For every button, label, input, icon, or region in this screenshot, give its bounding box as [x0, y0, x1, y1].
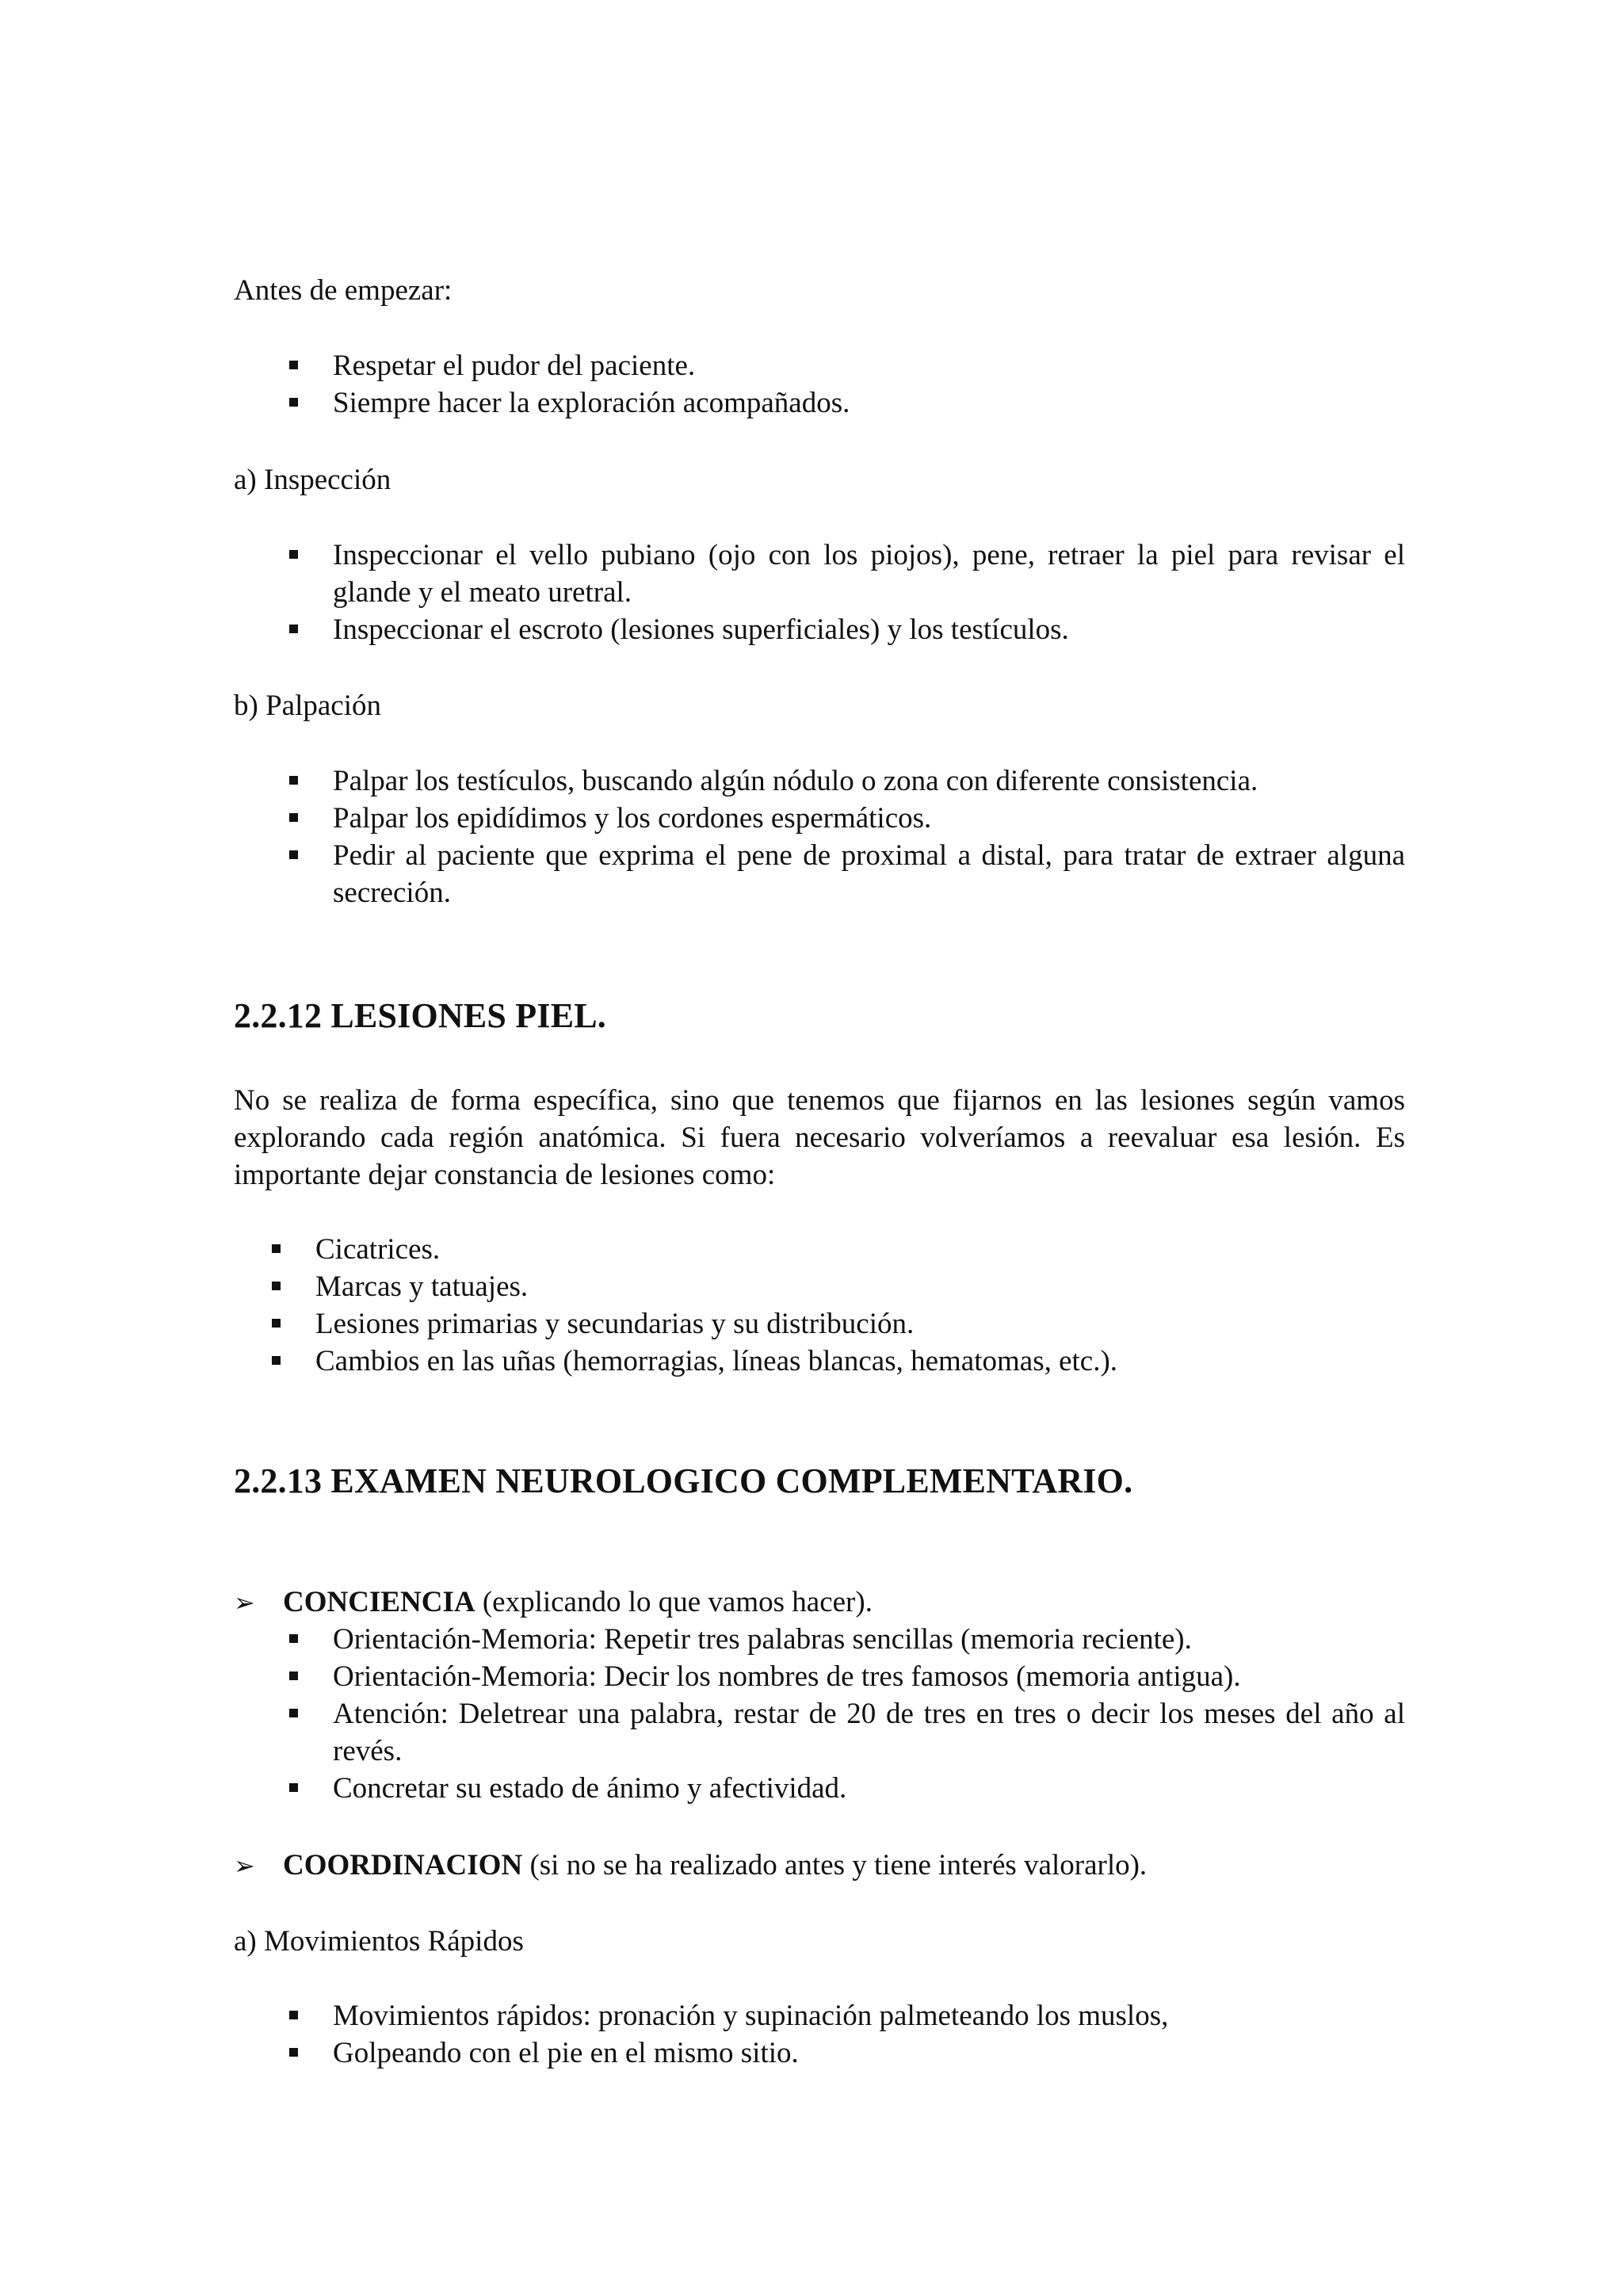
inspection-heading: a) Inspección — [234, 464, 391, 496]
conciencia-note: (explicando lo que vamos hacer). — [475, 1586, 873, 1618]
list-item: Orientación-Memoria: Decir los nombres de tres famosos (memoria antigua). — [333, 1658, 1405, 1695]
rapid-movements-list — [333, 1997, 1405, 2072]
list-item: Golpeando con el pie en el mismo sitio. — [333, 2034, 1405, 2072]
rapid-movements-heading: a) Movimientos Rápidos — [234, 1925, 524, 1958]
skin-section-title: 2.2.12 LESIONES PIEL. — [234, 996, 607, 1035]
coordinacion-note: (si no se ha realizado antes y tiene interés valorarlo). — [522, 1849, 1148, 1881]
list-item: Lesiones primarias y secundarias y su distribución. — [315, 1305, 1405, 1343]
list-item: Marcas y tatuajes. — [315, 1268, 1405, 1305]
conciencia-list — [333, 1621, 1405, 1807]
list-item: Concretar su estado de ánimo y afectividad. — [333, 1770, 1405, 1807]
list-item: Cambios en las uñas (hemorragias, líneas blancas, hematomas, etc.). — [315, 1343, 1405, 1380]
list-item: Palpar los testículos, buscando algún nódulo o zona con diferente consistencia. — [333, 762, 1405, 800]
neuro-section-title: 2.2.13 EXAMEN NEUROLOGICO COMPLEMENTARIO. — [234, 1461, 1133, 1500]
list-item: Inspeccionar el escroto (lesiones superficiales) y los testículos. — [333, 611, 1405, 648]
conciencia-item — [234, 1584, 873, 1622]
list-item: Orientación-Memoria: Repetir tres palabras sencillas (memoria reciente). — [333, 1621, 1405, 1658]
skin-lesions-list — [315, 1231, 1405, 1380]
conciencia-label: CONCIENCIA — [283, 1586, 475, 1618]
palpation-heading: b) Palpación — [234, 690, 381, 722]
coordinacion-label: COORDINACION — [283, 1849, 523, 1881]
intro-heading: Antes de empezar: — [234, 274, 453, 307]
palpation-list — [333, 762, 1405, 911]
list-item: Palpar los epidídimos y los cordones espermáticos. — [333, 800, 1405, 837]
list-item: Movimientos rápidos: pronación y supinación palmeteando los muslos, — [333, 1997, 1405, 2034]
list-item: Atención: Deletrear una palabra, restar de 20 de tres en tres o decir los meses del año al revés. — [333, 1695, 1405, 1770]
list-item: Respetar el pudor del paciente. — [333, 347, 1405, 384]
intro-list — [333, 347, 1405, 422]
list-item: Inspeccionar el vello pubiano (ojo con los piojos), pene, retraer la piel para revisar el glande y el meato uretral. — [333, 537, 1405, 611]
arrowhead-bullet-icon: ➢ — [234, 1587, 255, 1618]
skin-section-paragraph: No se realiza de forma específica, sino que tenemos que fijarnos en las lesiones según vamos explorando cada región anatómica. Si fuera necesario volveríamos a reevaluar esa lesión. Es importante dejar constancia de lesiones como: — [234, 1084, 1405, 1191]
list-item: Pedir al paciente que exprima el pene de proximal a distal, para tratar de extraer alguna secreción. — [333, 837, 1405, 911]
list-item: Cicatrices. — [315, 1231, 1405, 1268]
list-item: Siempre hacer la exploración acompañados. — [333, 384, 1405, 422]
inspection-list — [333, 537, 1405, 648]
coordinacion-item — [234, 1847, 1147, 1885]
arrowhead-bullet-icon: ➢ — [234, 1851, 255, 1881]
